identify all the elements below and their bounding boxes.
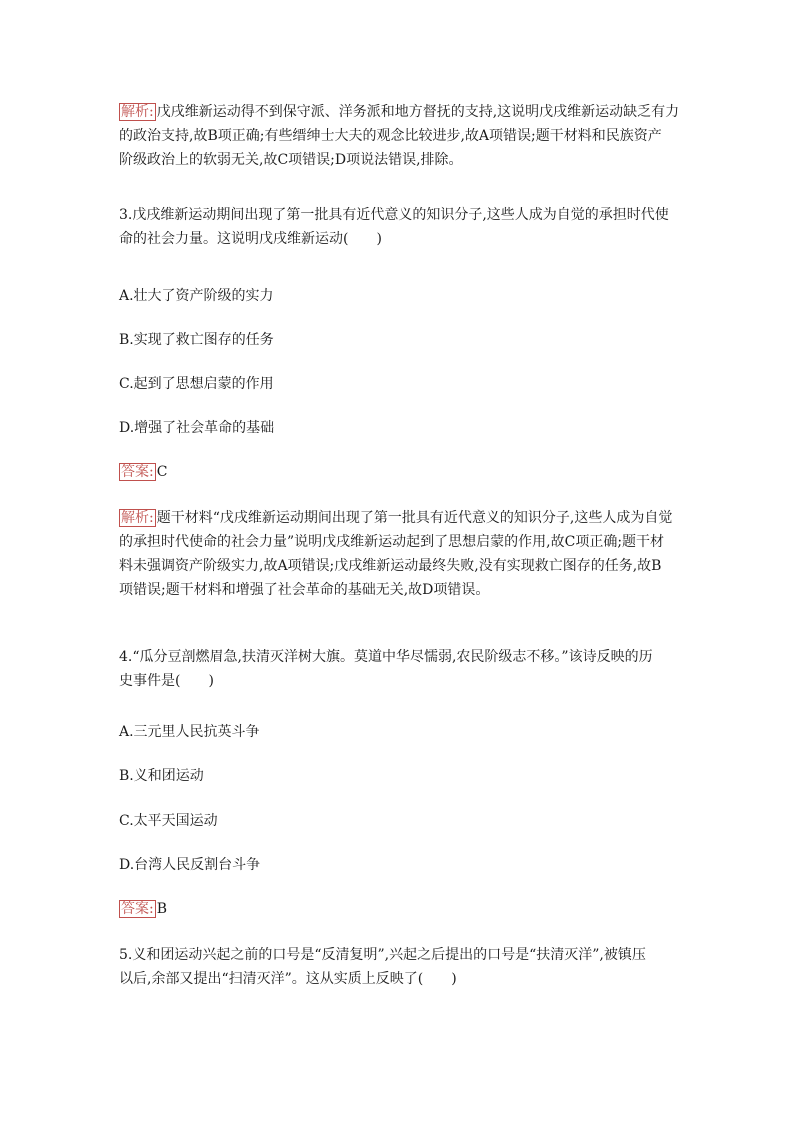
q4-option-d: D.台湾人民反割台斗争 <box>119 857 261 873</box>
q4-answer <box>119 899 167 919</box>
explanation-text: 戊戌维新运动得不到保守派、洋务派和地方督抚的支持,这说明戊戌维新运动缺乏有力 <box>156 104 680 120</box>
explanation-text: 项错误;题干材料和增强了社会革命的基础无关,故D项错误。 <box>119 582 490 598</box>
explanation-text: 的承担时代使命的社会力量”说明戊戌维新运动起到了思想启蒙的作用,故C项正确;题干材 <box>119 534 665 550</box>
explanation-text: 的政治支持,故B项正确;有些缙绅士大夫的观念比较进步,故A项错误;题干材料和民族资产 <box>119 128 662 144</box>
explanation-label: 解析: <box>121 104 154 120</box>
q4-stem <box>119 645 679 693</box>
q4-option-b: B.义和团运动 <box>119 768 204 784</box>
q4-option-a: A.三元里人民抗英斗争 <box>119 724 260 740</box>
question-text: 以后,余部又提出“扫清灭洋”。这从实质上反映了( ) <box>119 971 457 987</box>
question-text: 史事件是( ) <box>119 673 214 689</box>
explanation-text: 题干材料“戊戌维新运动期间出现了第一批具有近代意义的知识分子,这些人成为自觉 <box>156 510 673 526</box>
answer-value: C <box>156 464 168 480</box>
q4-option-c: C.太平天国运动 <box>119 813 218 829</box>
q3-option-d: D.增强了社会革命的基础 <box>119 420 275 436</box>
q3-option-c: C.起到了思想启蒙的作用 <box>119 376 274 392</box>
q5-stem <box>119 943 679 991</box>
q3-option-b: B.实现了救亡图存的任务 <box>119 332 274 348</box>
question-text: 命的社会力量。这说明戊戌维新运动( ) <box>119 231 382 247</box>
explanation-text: 阶级政治上的软弱无关,故C项错误;D项说法错误,排除。 <box>119 152 463 168</box>
question-text: 5.义和团运动兴起之前的口号是“反清复明”,兴起之后提出的口号是“扶清灭洋”,被镇压 <box>119 947 646 963</box>
explanation-label: 解析: <box>121 510 154 526</box>
q3-answer <box>119 462 167 482</box>
question-text: 3.戊戌维新运动期间出现了第一批具有近代意义的知识分子,这些人成为自觉的承担时代使 <box>119 207 669 223</box>
q3-option-a: A.壮大了资产阶级的实力 <box>119 288 274 304</box>
q3-explanation <box>119 506 679 602</box>
q3-stem <box>119 203 679 251</box>
question-text: 4.“瓜分豆剖燃眉急,扶清灭洋树大旗。莫道中华尽懦弱,农民阶级志不移。”该诗反映的历 <box>119 649 653 665</box>
q2-explanation <box>119 100 679 172</box>
answer-value: B <box>156 901 168 917</box>
answer-label: 答案: <box>121 901 154 917</box>
answer-label: 答案: <box>121 464 154 480</box>
explanation-text: 料未强调资产阶级实力,故A项错误;戊戌维新运动最终失败,没有实现救亡图存的任务,故B <box>119 558 662 574</box>
